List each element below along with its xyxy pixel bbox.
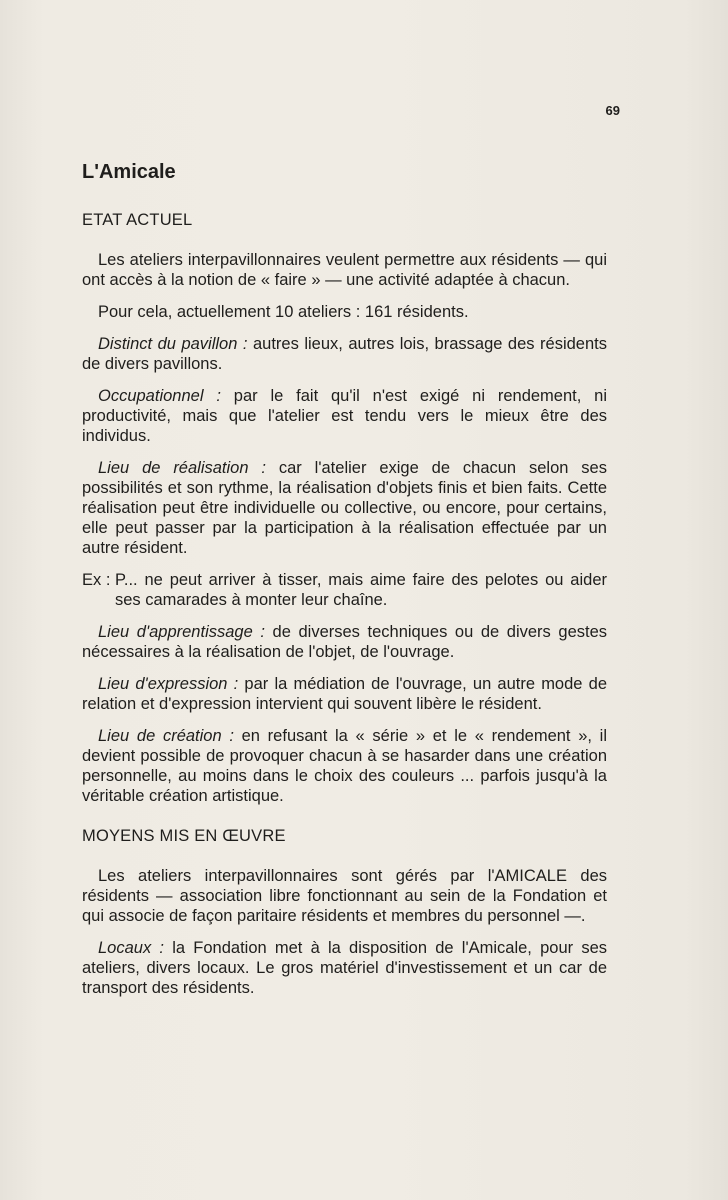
paragraph-text: par la médiation de l'ouvrage, un autre mode de relation et d'expression intervient qui souvent libère le résident. <box>82 675 607 713</box>
paragraph-expression <box>82 674 607 714</box>
paragraph-text: par le fait qu'il n'est exigé ni rendement, ni productivité, mais que l'atelier est tendu vers le mieux être des individus. <box>82 387 607 445</box>
term-label: Occupationnel : <box>98 387 221 405</box>
paragraph-text: autres lieux, autres lois, brassage des résidents de divers pavillons. <box>82 335 607 373</box>
chapter-title: L'Amicale <box>82 161 176 183</box>
section-heading-etat-actuel: ETAT ACTUEL <box>82 211 193 229</box>
paragraph-example <box>82 570 607 610</box>
term-label: Locaux : <box>98 939 165 957</box>
paragraph-text: en refusant la « série » et le « rendement », il devient possible de provoquer chacun à se hasarder dans une création personnelle, au moins dans le choix des couleurs ... parfois jusqu'à la véritable création artistique. <box>82 727 607 805</box>
section-spacer <box>82 818 607 826</box>
section-heading-moyens: MOYENS MIS EN ŒUVRE <box>82 827 286 845</box>
term-label: Lieu de création : <box>98 727 234 745</box>
paragraph-distinct <box>82 334 607 374</box>
term-label: Lieu de réalisation : <box>98 459 266 477</box>
paragraph-creation <box>82 726 607 806</box>
paragraph-apprentissage <box>82 622 607 662</box>
page-number: 69 <box>605 103 620 118</box>
paragraph-text: car l'atelier exige de chacun selon ses possibilités et son rythme, la réalisation d'objets finis et bien faits. Cette réalisation peut être individuelle ou collective, ou encore, pour certains, elle peut passer par la participation à la réalisation effectuée par un autre résident. <box>82 459 607 557</box>
paragraph-count: Pour cela, actuellement 10 ateliers : 161 résidents. <box>98 303 469 321</box>
example-text: P... ne peut arriver à tisser, mais aime faire des pelotes ou aider ses camarades à monter leur chaîne. <box>115 571 607 609</box>
example-lead: Ex : <box>82 571 111 589</box>
paragraph-amicale: Les ateliers interpavillonnaires sont gérés par l'AMICALE des résidents — association libre fonctionnant au sein de la Fondation et qui associe de façon paritaire résidents et membres du personnel —. <box>82 867 607 925</box>
term-label: Lieu d'apprentissage : <box>98 623 265 641</box>
paragraph-intro: Les ateliers interpavillonnaires veulent permettre aux résidents — qui ont accès à la notion de « faire » — une activité adaptée à chacun. <box>82 251 607 289</box>
paragraph-realisation <box>82 458 607 558</box>
paragraph-text: la Fondation met à la disposition de l'Amicale, pour ses ateliers, divers locaux. Le gros matériel d'investissement et un car de transport des résidents. <box>82 939 608 997</box>
paragraph-locaux <box>82 938 607 998</box>
page-content <box>82 160 607 1010</box>
paragraph-text: de diverses techniques ou de divers gestes nécessaires à la réalisation de l'objet, de l'ouvrage. <box>82 623 608 661</box>
paragraph-occupationnel <box>82 386 607 446</box>
term-label: Lieu d'expression : <box>98 675 239 693</box>
term-label: Distinct du pavillon : <box>98 335 248 353</box>
